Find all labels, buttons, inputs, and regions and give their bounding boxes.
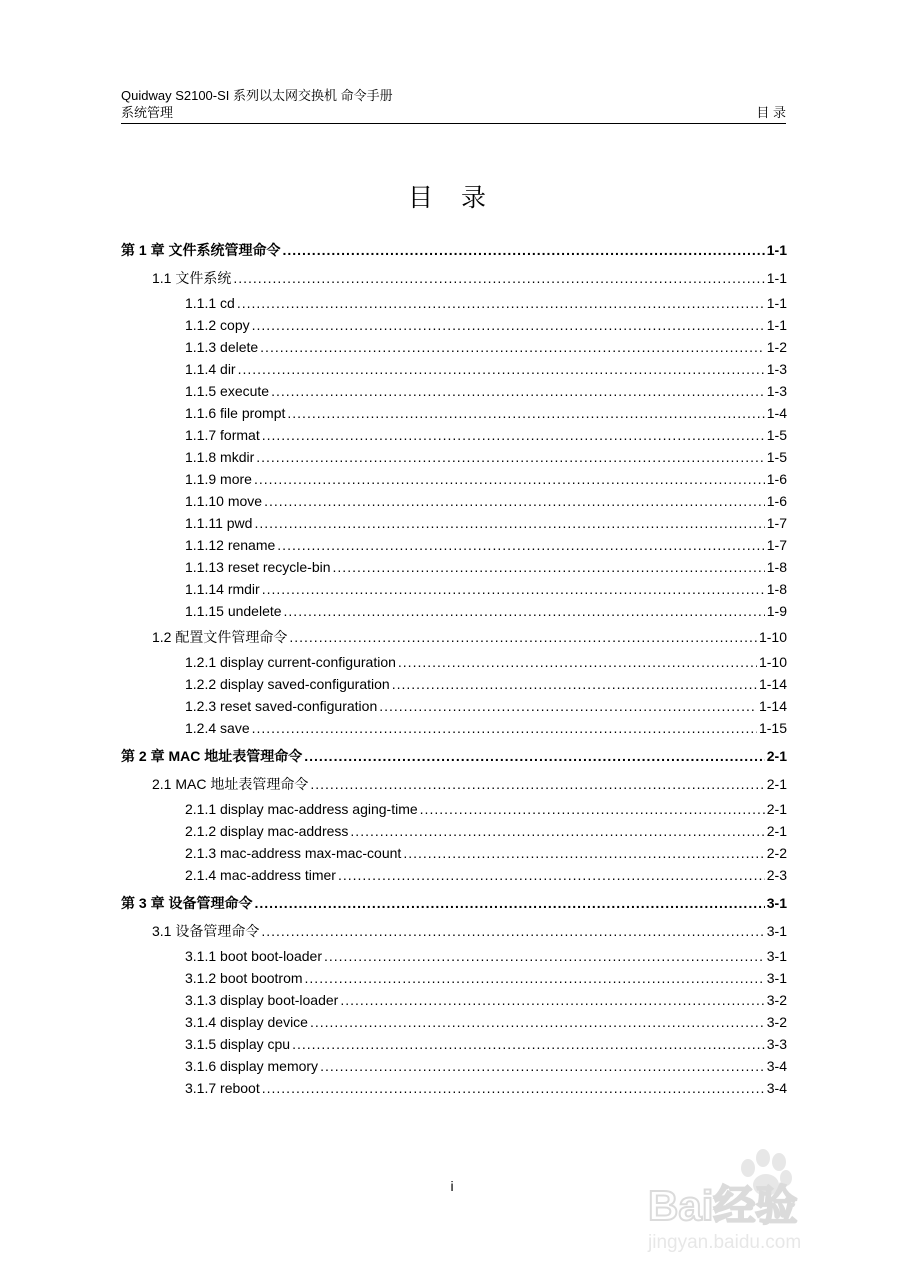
toc-entry[interactable]: [185, 381, 787, 401]
toc-entry-title: 1.1.8 mkdir: [185, 449, 255, 465]
toc-entry[interactable]: [185, 447, 787, 467]
toc-entry-page: 1-3: [766, 383, 787, 399]
toc-leader-dots: [379, 696, 757, 716]
toc-entry-page: 1-1: [766, 295, 787, 311]
toc-leader-dots: [338, 865, 765, 885]
toc-entry-page: 2-1: [766, 776, 787, 792]
baidu-jingyan-watermark: [640, 1140, 865, 1260]
toc-leader-dots: [252, 315, 765, 335]
toc-leader-dots: [254, 469, 765, 489]
toc-leader-dots: [264, 491, 765, 511]
toc-leader-dots: [277, 535, 764, 555]
toc-entry[interactable]: [185, 535, 787, 555]
toc-entry[interactable]: [185, 359, 787, 379]
toc-entry-page: 1-14: [758, 698, 787, 714]
toc-entry-title: 3.1.1 boot boot-loader: [185, 948, 322, 964]
toc-chapter[interactable]: [121, 893, 787, 913]
toc-entry-title: 1.1.6 file prompt: [185, 405, 286, 421]
toc-entry-title: 1.1.12 rename: [185, 537, 276, 553]
toc-entry-title: 3.1.7 reboot: [185, 1080, 260, 1096]
toc-entry-title: 1.1.5 execute: [185, 383, 270, 399]
header-rule: [121, 123, 786, 124]
toc-entry-title: 3.1.4 display device: [185, 1014, 308, 1030]
toc-entry[interactable]: [185, 674, 787, 694]
header-section: 系统管理: [121, 105, 174, 120]
toc-leader-dots: [238, 359, 765, 379]
toc-entry-title: 2.1 MAC 地址表管理命令: [152, 776, 309, 792]
toc-leader-dots: [350, 821, 764, 841]
toc-entry[interactable]: [185, 843, 787, 863]
toc-leader-dots: [292, 1034, 765, 1054]
toc-entry[interactable]: [185, 821, 787, 841]
toc-leader-dots: [260, 337, 765, 357]
toc-entry-title: 1.2.4 save: [185, 720, 250, 736]
toc-leader-dots: [256, 447, 765, 467]
toc-leader-dots: [237, 293, 765, 313]
toc-entry[interactable]: [185, 469, 787, 489]
toc-entry-page: 3-3: [766, 1036, 787, 1052]
toc-entry-title: 1.1.3 delete: [185, 339, 259, 355]
toc-entry-page: 1-14: [758, 676, 787, 692]
toc-entry-page: 1-5: [766, 449, 787, 465]
toc-entry-page: 3-1: [766, 895, 787, 911]
toc-entry-title: 1.1.4 dir: [185, 361, 236, 377]
toc-entry-page: 3-4: [766, 1058, 787, 1074]
toc-entry-title: 1.1.1 cd: [185, 295, 235, 311]
toc-entry-page: 1-9: [766, 603, 787, 619]
toc-leader-dots: [333, 557, 765, 577]
toc-section[interactable]: [152, 268, 787, 288]
toc-entry[interactable]: [185, 1034, 787, 1054]
toc-entry-page: 1-8: [766, 581, 787, 597]
toc-entry-title: 1.2 配置文件管理命令: [152, 629, 288, 645]
toc-entry-page: 3-4: [766, 1080, 787, 1096]
watermark-logo-text: Bai经验: [648, 1182, 798, 1229]
toc-leader-dots: [254, 893, 764, 913]
toc-section[interactable]: [152, 774, 787, 794]
toc-entry-title: 3.1.2 boot bootrom: [185, 970, 303, 986]
toc-leader-dots: [420, 799, 765, 819]
toc-entry[interactable]: [185, 1012, 787, 1032]
toc-entry-page: 1-7: [766, 537, 787, 553]
toc-entry-title: 2.1.2 display mac-address: [185, 823, 349, 839]
toc-entry-page: 2-3: [766, 867, 787, 883]
toc-leader-dots: [320, 1056, 765, 1076]
toc-leader-dots: [340, 990, 764, 1010]
toc-entry-page: 1-10: [758, 654, 787, 670]
toc-chapter[interactable]: [121, 240, 787, 260]
toc-entry-title: 3.1 设备管理命令: [152, 923, 260, 939]
toc-leader-dots: [261, 921, 764, 941]
toc-entry[interactable]: [185, 1056, 787, 1076]
toc-leader-dots: [403, 843, 764, 863]
toc-leader-dots: [271, 381, 765, 401]
toc-entry-title: 1.2.3 reset saved-configuration: [185, 698, 378, 714]
toc-chapter[interactable]: [121, 746, 787, 766]
toc-entry-title: 3.1.3 display boot-loader: [185, 992, 339, 1008]
toc-section[interactable]: [152, 627, 787, 647]
toc-entry-page: 1-3: [766, 361, 787, 377]
toc-entry-title: 2.1.4 mac-address timer: [185, 867, 336, 883]
toc-entry[interactable]: [185, 718, 787, 738]
toc-entry[interactable]: [185, 696, 787, 716]
toc-entry[interactable]: [185, 403, 787, 423]
toc-entry[interactable]: [185, 337, 787, 357]
toc-entry[interactable]: [185, 425, 787, 445]
toc-entry-page: 3-1: [766, 948, 787, 964]
toc-entry-title: 第 3 章 设备管理命令: [121, 895, 253, 911]
toc-entry-page: 1-1: [766, 242, 787, 258]
paw-icon: [741, 1159, 755, 1177]
toc-entry-title: 第 1 章 文件系统管理命令: [121, 242, 281, 258]
toc-leader-dots: [310, 774, 764, 794]
toc-entry[interactable]: [185, 513, 787, 533]
page-title: 目 录: [408, 183, 496, 212]
toc-section[interactable]: [152, 921, 787, 941]
toc-leader-dots: [252, 718, 757, 738]
header-subline: [121, 105, 786, 121]
toc-leader-dots: [233, 268, 764, 288]
toc-entry-page: 3-2: [766, 1014, 787, 1030]
toc-entry-title: 3.1.6 display memory: [185, 1058, 319, 1074]
toc-entry[interactable]: [185, 990, 787, 1010]
toc-entry-page: 1-4: [766, 405, 787, 421]
toc-entry-title: 2.1.1 display mac-address aging-time: [185, 801, 418, 817]
toc-entry-title: 1.1.15 undelete: [185, 603, 282, 619]
header-chapter: 目 录: [756, 105, 786, 120]
toc-entry-title: 1.1 文件系统: [152, 270, 232, 286]
toc-entry-title: 1.1.11 pwd: [185, 515, 253, 531]
toc-entry-page: 3-1: [766, 923, 787, 939]
toc-entry[interactable]: [185, 557, 787, 577]
toc-leader-dots: [287, 403, 764, 423]
toc-leader-dots: [392, 674, 757, 694]
toc-entry-page: 1-10: [758, 629, 787, 645]
toc-entry[interactable]: [185, 799, 787, 819]
toc-entry-page: 1-6: [766, 471, 787, 487]
toc-entry[interactable]: [185, 865, 787, 885]
toc-entry-page: 2-1: [766, 823, 787, 839]
toc-entry-page: 1-7: [766, 515, 787, 531]
toc-entry-title: 1.2.1 display current-configuration: [185, 654, 396, 670]
toc-entry-title: 2.1.3 mac-address max-mac-count: [185, 845, 402, 861]
toc-entry-title: 1.1.13 reset recycle-bin: [185, 559, 331, 575]
toc-leader-dots: [262, 579, 765, 599]
toc-entry-title: 1.1.14 rmdir: [185, 581, 260, 597]
toc-entry-title: 1.1.7 format: [185, 427, 260, 443]
toc-entry-page: 1-1: [766, 317, 787, 333]
toc-leader-dots: [262, 1078, 765, 1098]
toc-entry-page: 1-15: [758, 720, 787, 736]
toc-entry-page: 3-1: [766, 970, 787, 986]
toc-leader-dots: [254, 513, 764, 533]
toc-entry-page: 1-1: [766, 270, 787, 286]
toc-leader-dots: [289, 627, 757, 647]
toc-entry[interactable]: [185, 293, 787, 313]
toc-entry[interactable]: [185, 968, 787, 988]
toc-leader-dots: [304, 746, 765, 766]
toc-entry-page: 3-2: [766, 992, 787, 1008]
toc-leader-dots: [398, 652, 757, 672]
toc-entry[interactable]: [185, 579, 787, 599]
toc-entry-title: 1.2.2 display saved-configuration: [185, 676, 390, 692]
toc-entry[interactable]: [185, 652, 787, 672]
toc-entry-page: 2-1: [766, 748, 787, 764]
toc-entry-page: 1-8: [766, 559, 787, 575]
toc-leader-dots: [310, 1012, 765, 1032]
toc-entry-title: 第 2 章 MAC 地址表管理命令: [121, 748, 303, 764]
watermark-url: jingyan.baidu.com: [648, 1232, 802, 1253]
toc-entry-page: 2-2: [766, 845, 787, 861]
toc-entry[interactable]: [185, 491, 787, 511]
toc-entry-page: 1-6: [766, 493, 787, 509]
toc-entry-page: 1-5: [766, 427, 787, 443]
toc-leader-dots: [262, 425, 765, 445]
toc-entry-title: 1.1.2 copy: [185, 317, 250, 333]
toc-leader-dots: [305, 968, 765, 988]
toc-entry-page: 2-1: [766, 801, 787, 817]
toc-entry[interactable]: [185, 601, 787, 621]
page-number: i: [450, 1178, 454, 1194]
toc-entry-title: 3.1.5 display cpu: [185, 1036, 291, 1052]
toc-entry[interactable]: [185, 315, 787, 335]
toc-entry-title: 1.1.9 more: [185, 471, 252, 487]
toc-entry[interactable]: [185, 1078, 787, 1098]
toc-leader-dots: [284, 601, 765, 621]
toc-entry-title: 1.1.10 move: [185, 493, 263, 509]
toc-entry-page: 1-2: [766, 339, 787, 355]
header-title: Quidway S2100-SI 系列以太网交换机 命令手册: [121, 88, 393, 103]
toc-entry[interactable]: [185, 946, 787, 966]
toc-leader-dots: [282, 240, 764, 260]
toc-leader-dots: [324, 946, 765, 966]
